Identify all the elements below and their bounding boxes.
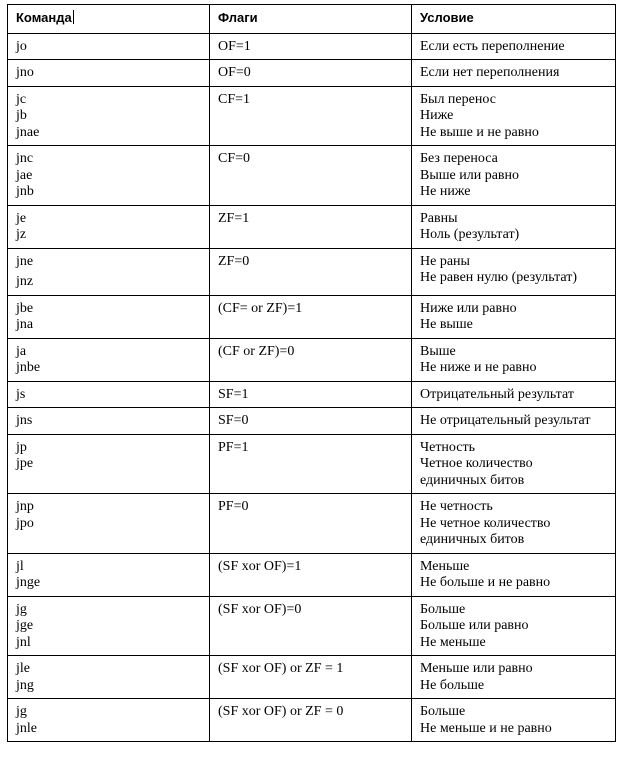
header-command-label: Команда bbox=[16, 10, 72, 25]
table-row bbox=[8, 596, 616, 656]
command-cell[interactable] bbox=[8, 146, 210, 206]
condition-text: Не раны bbox=[420, 253, 470, 269]
table-row bbox=[8, 33, 616, 60]
command-mnemonic: jnge bbox=[16, 575, 41, 590]
flags-condition: (SF xor OF)=0 bbox=[218, 601, 302, 617]
command-mnemonic: jno bbox=[16, 65, 34, 80]
flags-cell[interactable] bbox=[210, 33, 412, 60]
condition-text: Если нет переполнения bbox=[420, 65, 560, 80]
command-mnemonic: jge bbox=[16, 618, 34, 633]
command-mnemonic: jp bbox=[16, 439, 27, 455]
flags-condition: ZF=1 bbox=[218, 210, 250, 226]
condition-text: единичных битов bbox=[420, 532, 525, 547]
condition-text: Больше или равно bbox=[420, 618, 529, 633]
command-cell[interactable] bbox=[8, 434, 210, 494]
header-flags[interactable] bbox=[210, 5, 412, 34]
table-row bbox=[8, 248, 616, 295]
flags-condition: PF=1 bbox=[218, 439, 249, 455]
text-cursor bbox=[73, 10, 74, 24]
condition-text: Отрицательный результат bbox=[420, 386, 574, 402]
condition-text: Без переноса bbox=[420, 151, 498, 166]
table-row bbox=[8, 408, 616, 435]
command-mnemonic: jnae bbox=[16, 124, 40, 140]
flags-cell[interactable] bbox=[210, 146, 412, 206]
condition-cell[interactable] bbox=[412, 699, 616, 742]
condition-text: Не выше и не равно bbox=[420, 124, 539, 140]
flags-condition: (SF xor OF)=1 bbox=[218, 558, 302, 574]
command-cell[interactable] bbox=[8, 656, 210, 699]
condition-text: Больше bbox=[420, 601, 466, 617]
flags-condition: (CF or ZF)=0 bbox=[218, 343, 295, 359]
command-mnemonic: jl bbox=[16, 558, 24, 574]
condition-text: Меньше bbox=[420, 558, 470, 574]
table-row bbox=[8, 494, 616, 554]
command-cell[interactable] bbox=[8, 596, 210, 656]
command-mnemonic: jg bbox=[16, 704, 27, 719]
flags-condition: OF=0 bbox=[218, 65, 251, 80]
flags-condition: ZF=0 bbox=[218, 253, 250, 269]
command-mnemonic: jne bbox=[16, 253, 34, 269]
flags-cell[interactable] bbox=[210, 494, 412, 554]
flags-cell[interactable] bbox=[210, 86, 412, 146]
flags-cell[interactable] bbox=[210, 381, 412, 408]
command-mnemonic: jnl bbox=[16, 634, 31, 650]
table-row bbox=[8, 295, 616, 338]
header-command[interactable] bbox=[8, 5, 210, 34]
flags-cell[interactable] bbox=[210, 656, 412, 699]
command-mnemonic: jna bbox=[16, 317, 34, 332]
condition-text: Не ниже bbox=[420, 184, 471, 199]
flags-cell[interactable] bbox=[210, 434, 412, 494]
flags-condition: OF=1 bbox=[218, 38, 251, 54]
command-cell[interactable] bbox=[8, 381, 210, 408]
condition-cell[interactable] bbox=[412, 33, 616, 60]
command-mnemonic: jae bbox=[16, 167, 33, 183]
command-mnemonic: jbe bbox=[16, 300, 34, 316]
condition-text: Не четное количество bbox=[420, 515, 551, 531]
flags-cell[interactable] bbox=[210, 248, 412, 295]
condition-cell[interactable] bbox=[412, 656, 616, 699]
condition-cell[interactable] bbox=[412, 338, 616, 381]
condition-text: Ниже bbox=[420, 108, 454, 123]
flags-condition: PF=0 bbox=[218, 499, 249, 514]
command-mnemonic: jnle bbox=[16, 720, 37, 736]
command-mnemonic: jnbe bbox=[16, 360, 41, 375]
table-header bbox=[8, 5, 616, 34]
command-cell[interactable] bbox=[8, 86, 210, 146]
command-cell[interactable] bbox=[8, 408, 210, 435]
condition-cell[interactable] bbox=[412, 596, 616, 656]
condition-text: Не ниже и не равно bbox=[420, 360, 537, 375]
command-cell[interactable] bbox=[8, 60, 210, 87]
command-mnemonic: jnz bbox=[16, 274, 34, 289]
header-flags-label: Флаги bbox=[218, 10, 258, 25]
command-mnemonic: jpo bbox=[16, 515, 34, 531]
command-cell[interactable] bbox=[8, 338, 210, 381]
table-row bbox=[8, 60, 616, 87]
condition-text: Не больше bbox=[420, 677, 485, 693]
condition-text: Выше или равно bbox=[420, 167, 520, 183]
condition-cell[interactable] bbox=[412, 295, 616, 338]
table-row bbox=[8, 553, 616, 596]
command-mnemonic: jnb bbox=[16, 184, 34, 199]
table-row bbox=[8, 656, 616, 699]
header-condition[interactable] bbox=[412, 5, 616, 34]
command-mnemonic: jnp bbox=[16, 499, 34, 514]
command-mnemonic: jo bbox=[16, 38, 27, 54]
command-mnemonic: jb bbox=[16, 108, 27, 123]
header-row bbox=[8, 5, 616, 34]
table-row bbox=[8, 699, 616, 742]
command-mnemonic: ja bbox=[16, 343, 27, 359]
table-row bbox=[8, 338, 616, 381]
flags-cell[interactable] bbox=[210, 295, 412, 338]
flags-condition: (SF xor OF) or ZF = 0 bbox=[218, 704, 344, 719]
flags-condition: SF=0 bbox=[218, 413, 249, 428]
flags-cell[interactable] bbox=[210, 408, 412, 435]
table-row bbox=[8, 86, 616, 146]
command-mnemonic: jz bbox=[16, 227, 27, 242]
condition-text: Ноль (результат) bbox=[420, 227, 520, 242]
table-row bbox=[8, 205, 616, 248]
condition-cell[interactable] bbox=[412, 86, 616, 146]
command-cell[interactable] bbox=[8, 699, 210, 742]
flags-cell[interactable] bbox=[210, 596, 412, 656]
condition-cell[interactable] bbox=[412, 408, 616, 435]
condition-text: Четность bbox=[420, 439, 475, 455]
command-mnemonic: jns bbox=[16, 413, 33, 428]
table-row bbox=[8, 146, 616, 206]
command-cell[interactable] bbox=[8, 33, 210, 60]
command-mnemonic: jle bbox=[16, 661, 30, 676]
command-cell[interactable] bbox=[8, 205, 210, 248]
condition-text: Больше bbox=[420, 704, 466, 719]
command-cell[interactable] bbox=[8, 295, 210, 338]
condition-cell[interactable] bbox=[412, 553, 616, 596]
command-mnemonic: jnc bbox=[16, 151, 34, 166]
command-mnemonic: js bbox=[16, 386, 26, 402]
condition-text: Меньше или равно bbox=[420, 661, 533, 676]
flags-cell[interactable] bbox=[210, 338, 412, 381]
command-mnemonic: jng bbox=[16, 677, 34, 693]
flags-condition: CF=0 bbox=[218, 151, 251, 166]
command-mnemonic: jpe bbox=[16, 456, 34, 471]
condition-text: Не равен нулю (результат) bbox=[420, 270, 578, 285]
condition-cell[interactable] bbox=[412, 434, 616, 494]
flags-condition: SF=1 bbox=[218, 386, 249, 402]
condition-cell[interactable] bbox=[412, 494, 616, 554]
command-mnemonic: je bbox=[16, 210, 27, 226]
command-cell[interactable] bbox=[8, 553, 210, 596]
condition-text: Ниже или равно bbox=[420, 300, 517, 316]
condition-cell[interactable] bbox=[412, 205, 616, 248]
condition-text: Если есть переполнение bbox=[420, 38, 565, 54]
flags-condition: (CF= or ZF)=1 bbox=[218, 300, 303, 316]
command-mnemonic: jg bbox=[16, 601, 27, 617]
header-condition-label: Условие bbox=[420, 10, 474, 25]
flags-cell[interactable] bbox=[210, 699, 412, 742]
condition-text: Четное количество bbox=[420, 456, 533, 471]
condition-cell[interactable] bbox=[412, 248, 616, 295]
table-row bbox=[8, 381, 616, 408]
flags-cell[interactable] bbox=[210, 60, 412, 87]
condition-cell[interactable] bbox=[412, 146, 616, 206]
condition-text: Не меньше и не равно bbox=[420, 720, 552, 736]
condition-text: Не отрицательный результат bbox=[420, 413, 591, 428]
flags-cell[interactable] bbox=[210, 205, 412, 248]
condition-text: Был перенос bbox=[420, 91, 496, 107]
flags-condition: CF=1 bbox=[218, 91, 251, 107]
flags-condition: (SF xor OF) or ZF = 1 bbox=[218, 661, 344, 676]
jump-instructions-table bbox=[7, 4, 616, 742]
condition-text: единичных битов bbox=[420, 472, 525, 488]
table-row bbox=[8, 434, 616, 494]
condition-cell[interactable] bbox=[412, 381, 616, 408]
condition-text: Равны bbox=[420, 210, 458, 226]
condition-text: Не четность bbox=[420, 499, 493, 514]
condition-text: Выше bbox=[420, 343, 456, 359]
condition-cell[interactable] bbox=[412, 60, 616, 87]
condition-text: Не меньше bbox=[420, 634, 486, 650]
command-cell[interactable] bbox=[8, 248, 210, 295]
table-body bbox=[8, 33, 616, 742]
condition-text: Не выше bbox=[420, 317, 473, 332]
flags-cell[interactable] bbox=[210, 553, 412, 596]
command-cell[interactable] bbox=[8, 494, 210, 554]
condition-text: Не больше и не равно bbox=[420, 575, 551, 590]
command-mnemonic: jc bbox=[16, 91, 27, 107]
